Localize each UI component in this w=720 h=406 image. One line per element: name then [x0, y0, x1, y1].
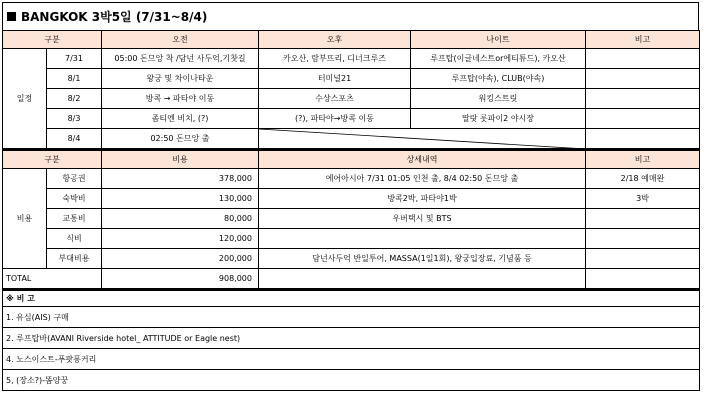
table-row [3, 69, 700, 89]
afternoon-cell: 수상스포츠 [259, 89, 411, 109]
details-cell: 방콕2박, 파타야1박 [259, 188, 586, 208]
morning-cell: 좀티엔 비치, (?) [102, 109, 259, 129]
header-afternoon: 오후 [259, 31, 411, 49]
morning-cell: 02:50 돈므앙 출 [102, 129, 259, 149]
cost-group-label: 비용 [3, 168, 47, 268]
table-row [3, 228, 700, 248]
notes-heading: ※ 비 고 [3, 290, 700, 307]
night-cell: 루프탑(야속), CLUB(야속) [411, 69, 586, 89]
square-bullet-icon [7, 12, 16, 21]
remarks-cell: 3박 [586, 188, 700, 208]
total-amount: 908,000 [102, 268, 259, 288]
total-label: TOTAL [3, 268, 102, 288]
item-cell: 항공권 [47, 168, 102, 188]
amount-cell: 80,000 [102, 208, 259, 228]
table-row [3, 248, 700, 268]
remarks-cell [586, 228, 700, 248]
header-cost: 비용 [102, 150, 259, 168]
item-cell: 식비 [47, 228, 102, 248]
list-item [3, 328, 700, 349]
cost-header-row [3, 150, 700, 168]
amount-cell: 200,000 [102, 248, 259, 268]
item-cell: 부대비용 [47, 248, 102, 268]
remarks-cell [586, 129, 700, 149]
header-details: 상세내역 [259, 150, 586, 168]
header-night: 나이트 [411, 31, 586, 49]
remarks-cell [586, 109, 700, 129]
date-cell: 8/3 [47, 109, 102, 129]
remarks-cell [586, 89, 700, 109]
list-item [3, 307, 700, 328]
sheet [2, 2, 699, 391]
details-cell [259, 228, 586, 248]
details-cell: 에어아시아 7/31 01:05 인천 출, 8/4 02:50 돈므앙 출 [259, 168, 586, 188]
note-item: 1. 유심(AIS) 구매 [3, 307, 700, 328]
title-text: BANGKOK 3박5일 (7/31~8/4) [21, 10, 208, 24]
header-remarks: 비고 [586, 31, 700, 49]
afternoon-cell: 카오산, 람부뜨리, 디너크루즈 [259, 49, 411, 69]
afternoon-cell: 터미널21 [259, 69, 411, 89]
notes-heading-row [3, 290, 700, 307]
list-item [3, 370, 700, 391]
remarks-cell: 2/18 예매완 [586, 168, 700, 188]
item-cell: 교통비 [47, 208, 102, 228]
diagonal-line [259, 129, 586, 149]
header-morning: 오전 [102, 31, 259, 49]
morning-cell: 왕궁 및 차이나타운 [102, 69, 259, 89]
details-cell: 담넌사두억 반일투어, MASSA(1일1회), 왕궁입장료, 기념품 등 [259, 248, 586, 268]
note-item: 4. 노스이스트-푸팟퐁커리 [3, 349, 700, 370]
note-item: 5, (장소?)-똠양꿍 [3, 370, 700, 391]
total-remarks-cell [586, 268, 700, 288]
remarks-cell [586, 248, 700, 268]
table-row [3, 109, 700, 129]
night-cell: 딸랏 롯파이2 야시장 [411, 109, 586, 129]
date-cell: 8/2 [47, 89, 102, 109]
remarks-cell [586, 208, 700, 228]
date-cell: 8/4 [47, 129, 102, 149]
note-item: 2. 루프탑바(AVANI Riverside hotel_ ATTITUDE or Eagle nest) [3, 328, 700, 349]
afternoon-cell: (?), 파타야→방콕 이동 [259, 109, 411, 129]
schedule-table [2, 30, 700, 149]
notes-table [2, 289, 700, 392]
cost-table [2, 149, 700, 289]
table-row [3, 168, 700, 188]
header-category: 구분 [3, 150, 102, 168]
night-cell: 워킹스트릿 [411, 89, 586, 109]
item-cell: 숙박비 [47, 188, 102, 208]
diagonal-empty-cell [259, 129, 586, 149]
table-row [3, 49, 700, 69]
table-row [3, 89, 700, 109]
table-row [3, 208, 700, 228]
header-category: 구분 [3, 31, 102, 49]
schedule-header-row [3, 31, 700, 49]
morning-cell: 방콕 → 파타야 이동 [102, 89, 259, 109]
night-cell: 루프탑(이글네스트or에티튜드), 카오산 [411, 49, 586, 69]
header-remarks: 비고 [586, 150, 700, 168]
remarks-cell [586, 69, 700, 89]
total-details-cell [259, 268, 586, 288]
total-row [3, 268, 700, 288]
date-cell: 7/31 [47, 49, 102, 69]
date-cell: 8/1 [47, 69, 102, 89]
sheet-title [2, 2, 699, 30]
amount-cell: 120,000 [102, 228, 259, 248]
amount-cell: 378,000 [102, 168, 259, 188]
schedule-group-label: 일정 [3, 49, 47, 149]
list-item [3, 349, 700, 370]
remarks-cell [586, 49, 700, 69]
morning-cell: 05:00 돈므앙 착 /담넌 사두억,기찻길 [102, 49, 259, 69]
table-row [3, 188, 700, 208]
amount-cell: 130,000 [102, 188, 259, 208]
details-cell: 우버택시 및 BTS [259, 208, 586, 228]
table-row [3, 129, 700, 149]
